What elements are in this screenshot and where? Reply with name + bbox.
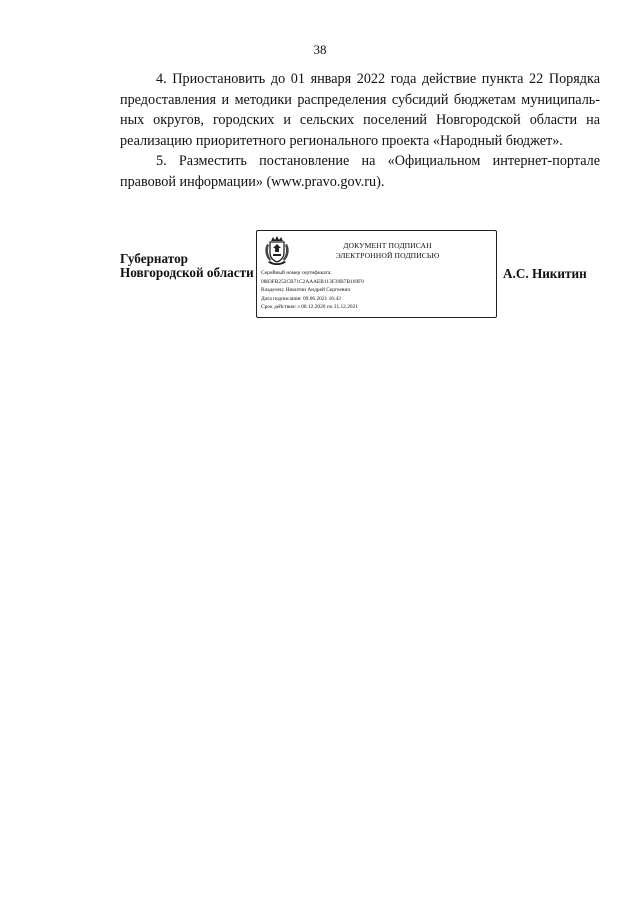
- signatory-title: [120, 252, 254, 279]
- signatory-name: А.С. Никитин: [503, 266, 587, 281]
- paragraph-item-4: 4. Приостановить до 01 января 2022 года действие пункта 22 Порядка предоставления и методики распределения субсидий бюджетам муниципаль-ных округов, городских и сельских поселений Новгородской области на реализацию приоритетного регионального проекта «Народный бюджет».: [120, 71, 600, 149]
- stamp-heading: [295, 241, 480, 261]
- stamp-heading-line: ЭЛЕКТРОННОЙ ПОДПИСЬЮ: [335, 251, 440, 260]
- certificate-owner: Владелец: Никитин Андрей Сергеевич: [261, 287, 351, 294]
- certificate-signed-date: Дата подписания: 09.06.2021 16:43: [261, 295, 341, 302]
- document-body: [120, 69, 600, 192]
- certificate-details: [261, 269, 364, 312]
- certificate-serial-label: Серийный номер сертификата:: [261, 270, 332, 276]
- signatory-title-line: Губернатор: [120, 251, 188, 266]
- stamp-heading-line: ДОКУМЕНТ ПОДПИСАН: [343, 241, 432, 250]
- electronic-signature-stamp: [256, 230, 497, 318]
- signatory-title-line: Новгородской области: [120, 264, 254, 280]
- coat-of-arms-icon: [262, 235, 292, 267]
- certificate-validity: Срок действия: с 08.12.2020 по 31.12.2021: [261, 304, 359, 311]
- certificate-serial-value: 0883FB252CB71C2AAAEB113F39B7B169F9: [261, 278, 364, 285]
- page-number: 38: [313, 42, 327, 57]
- paragraph-item-5: 5. Разместить постановление на «Официальном интернет-портале правовой информации» (www.pravo.gov.ru).: [120, 153, 600, 190]
